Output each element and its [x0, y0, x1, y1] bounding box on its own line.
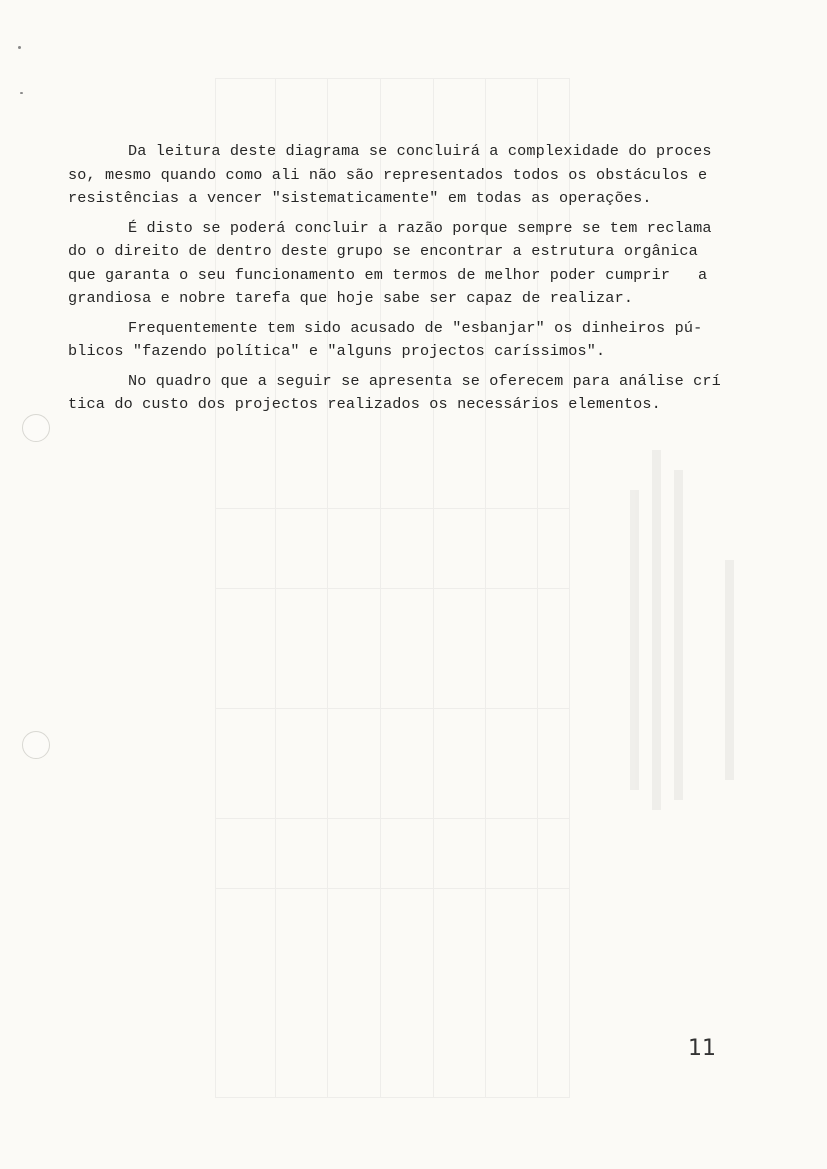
- page-number: 11: [688, 1036, 716, 1061]
- text-line: que garanta o seu funcionamento em termos de melhor poder cumprir a: [68, 265, 708, 284]
- text-line: blicos "fazendo política" e "alguns projectos caríssimos".: [68, 342, 606, 360]
- text-line: resistências a vencer "sistematicamente" em todas as operações.: [68, 189, 652, 207]
- punch-hole-bottom: [22, 731, 50, 759]
- text-line: tica do custo dos projectos realizados os necessários elementos.: [68, 395, 661, 413]
- text-line: Frequentemente tem sido acusado de "esbanjar" os dinheiros pú-: [128, 318, 703, 337]
- text-line: É disto se poderá concluir a razão porque sempre se tem reclama: [128, 218, 712, 237]
- paragraph-3: [68, 317, 768, 364]
- text-line: No quadro que a seguir se apresenta se oferecem para análise crí: [128, 371, 721, 390]
- paragraph-2: [68, 217, 768, 311]
- punch-hole-top: [22, 414, 50, 442]
- paragraph-1: [68, 140, 768, 211]
- text-line: so, mesmo quando como ali não são representados todos os obstáculos e: [68, 165, 708, 184]
- speck: [20, 92, 23, 94]
- paragraph-4: [68, 370, 768, 417]
- speck: [18, 46, 21, 49]
- text-line: do o direito de dentro deste grupo se encontrar a estrutura orgânica: [68, 242, 698, 260]
- bleed-through-heading: [630, 450, 750, 810]
- text-line: Da leitura deste diagrama se concluirá a complexidade do proces: [128, 142, 712, 160]
- body-text: [68, 140, 768, 423]
- text-line: grandiosa e nobre tarefa que hoje sabe ser capaz de realizar.: [68, 289, 634, 307]
